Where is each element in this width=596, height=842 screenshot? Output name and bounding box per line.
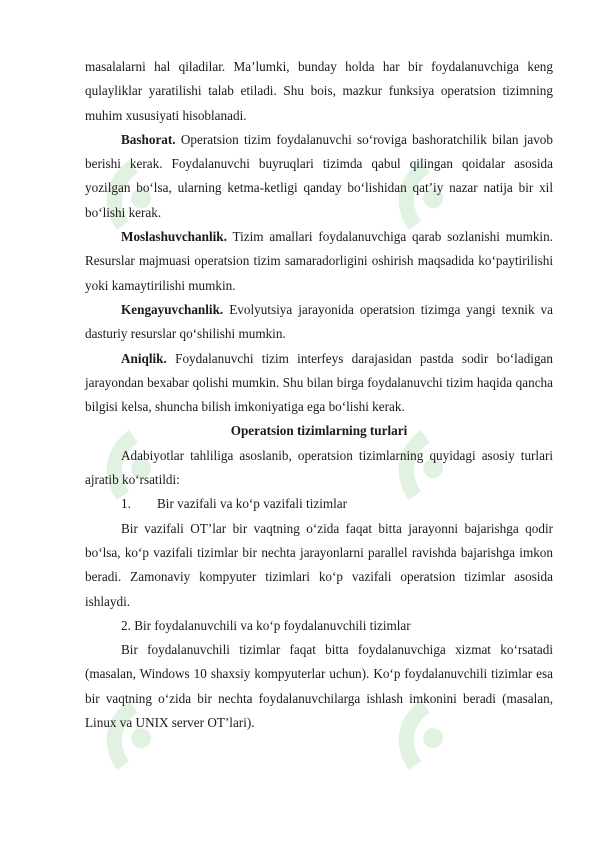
list-item-1 bbox=[85, 492, 553, 516]
document-body bbox=[85, 55, 553, 735]
term-bashorat: Bashorat. bbox=[121, 131, 176, 147]
list-number: 1. bbox=[121, 496, 131, 512]
term-aniqlik: Aniqlik. bbox=[121, 350, 167, 366]
paragraph-text: Evolyutsiya jarayonida operatsion tizimga yangi texnik va dasturiy resurslar qo‘shilishi mumkin. bbox=[85, 301, 553, 342]
paragraph-intro: Adabiyotlar tahliliga asoslanib, operatsion tizimlarning quyidagi asosiy turlari ajratib ko‘rsatildi: bbox=[85, 447, 553, 488]
section-heading: Operatsion tizimlarning turlari bbox=[230, 423, 408, 439]
paragraph-text: Tizim amallari foydalanuvchiga qarab sozlanishi mumkin. Resurslar majmuasi operatsion tizim samaradorligini oshirish maqsadida ko‘paytirilishi yoki kamaytirilishi mumkin. bbox=[85, 229, 553, 293]
paragraph-moslashuvchanlik bbox=[85, 225, 553, 298]
paragraph-text: Foydalanuvchi tizim interfeys darajasidan pastda sodir bo‘ladigan jarayondan bexabar qolishi mumkin. Shu bilan birga foydalanuvchi tizim haqida qancha bilgisi kelsa, shuncha bilish imkoniyatiga ega bo‘lishi kerak. bbox=[85, 350, 553, 415]
term-kengayuvchanlik: Kengayuvchanlik. bbox=[121, 301, 224, 317]
term-moslashuvchanlik: Moslashuvchanlik. bbox=[121, 229, 227, 245]
paragraph-multitask: Bir vazifali OT’lar bir vaqtning o‘zida faqat bitta jarayonni bajarishga qodir bo‘lsa, ko‘p vazifali tizimlar bir nechta jarayonlarni parallel ravishda bajarishga imkon beradi. Zamonaviy kompyuter tizimlari ko‘p vazifali operatsion tizimlar asosida ishlaydi. bbox=[85, 520, 553, 609]
paragraph-multiuser: Bir foydalanuvchili tizimlar faqat bitta foydalanuvchiga xizmat ko‘rsatadi (masalan, Windows 10 shaxsiy kompyuterlar uchun). Ko‘p foydalanuvchili tizimlar esa bir vaqtning o‘zida bir nechta foydalanuvchilarga ishlash imkonini beradi (masalan, Linux va UNIX server OT’lari). bbox=[85, 642, 553, 731]
list-item-2: 2. Bir foydalanuvchili va ko‘p foydalanuvchili tizimlar bbox=[121, 617, 411, 633]
paragraph-text: Operatsion tizim foydalanuvchi so‘roviga bashoratchilik bilan javob berishi kerak. Foydalanuvchi buyruqlari tizimda qabul qilingan qoidalar asosida yozilgan bo‘lsa, ularning ketma-ketligi qanday bo‘lishidan qat’iy nazar natija bir xil bo‘lishi kerak. bbox=[85, 131, 553, 220]
paragraph-aniqlik bbox=[85, 347, 553, 420]
paragraph-kengayuvchanlik bbox=[85, 298, 553, 347]
paragraph-continuation: masalalarni hal qiladilar. Ma’lumki, bunday holda har bir foydalanuvchiga keng qulayliklar yaratilishi talab etiladi. Shu bois, mazkur funksiya operatsion tizimning muhim xususiyati hisoblanadi. bbox=[85, 59, 553, 123]
list-item-text: Bir vazifali va ko‘p vazifali tizimlar bbox=[157, 496, 348, 512]
paragraph-bashorat bbox=[85, 128, 553, 225]
